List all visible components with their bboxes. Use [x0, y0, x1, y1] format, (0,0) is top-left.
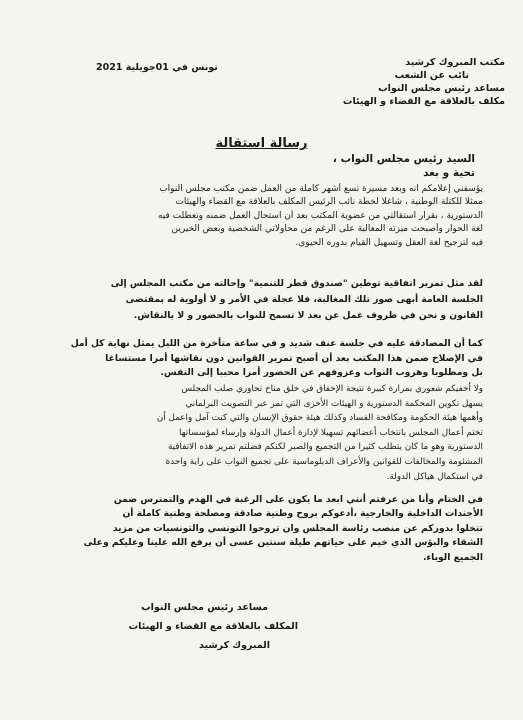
- text-line: في الإصلاح ضمن هذا المكتب بعد أن أصبح تمرير القوانين دون نقاشها أمرا مستساغا: [105, 352, 483, 364]
- text-line: ولا أخفيكم شعوري بمرارة كبيرة نتيجة الإخفاق في خلق مناخ تحاوري صلب المجلس: [181, 384, 483, 394]
- text-line: فيه لترجيح لغة العقل وتسهيل القيام بدوره الحيوي.: [295, 237, 483, 248]
- text-line: بل ومطلوبا وهروب النواب وعزوفهم عن الحضور أمرا محببا إلى النفس.: [160, 367, 483, 379]
- letter-title: رسالة استقالة: [215, 136, 308, 151]
- salutation: السيد رئيس مجلس النواب ،: [332, 153, 475, 165]
- greeting: تحية و بعد: [423, 167, 475, 179]
- text-line: تتخلوا بدوركم عن منصب رئاسة المجلس وان تروحوا التونسي والتونسيات من مزيد: [112, 522, 483, 534]
- paragraph-qatar-fund: [40, 276, 483, 325]
- text-line: لقد مثل تمرير اتفاقية توطين "صندوق قطر للتنمية" وإحالته من مكتب المجلس إلى: [110, 278, 483, 289]
- text-line: في استكمال هياكل الدولة.: [386, 471, 483, 482]
- text-line: في الختام وأنا من عرفتم أنني ابعد ما يكون على الرغبة في الهدم والتمترس ضمن: [113, 494, 483, 505]
- sender-line: نائب عن الشعب: [394, 70, 469, 81]
- paragraph-ratification: [40, 337, 483, 381]
- paragraph-bitterness: [40, 382, 483, 484]
- sender-line: مساعد رئيس مجلس النواب: [378, 83, 505, 94]
- signature-line: مساعد رئيس مجلس النواب: [141, 602, 268, 613]
- sender-line: مكتب المبروك كرشيد: [405, 57, 505, 68]
- text-line: الأجندات الداخلية والخارجية ،أدعوكم بروح وطنية صادقة ومصلحة وطنية كاملة أن: [122, 508, 483, 520]
- text-line: ممثلا للكتلة الوطنية ، شاغلا لخطة نائب الرئيس المكلف بالعلاقة مع القضاء والهيئات: [175, 197, 483, 208]
- letter-date: تونس في 01جويلية 2021: [96, 62, 218, 73]
- text-line: يسهل تكوين المحكمة الدستورية و الهيئات الأخرى التي تمر عبر التصويت البرلماني: [185, 398, 483, 409]
- paragraph-intro: [40, 183, 483, 250]
- text-line: الدستورية وهو ما كان يتطلب كثيرا من التجميع والصبر لكنكم فضلتم تمرير هذه الاتفاقية: [167, 442, 483, 453]
- sender-line: مكلف بالعلاقة مع القضاء و الهيئات: [342, 96, 505, 107]
- text-line: يؤسفني إعلامكم انه وبعد مسيرة تسع أشهر كاملة من العمل ضمن مكتب مجلس النواب: [159, 184, 483, 194]
- signature-line: المكلف بالعلاقة مع القضاء و الهيئات: [128, 621, 298, 632]
- text-line: الشقاء والبؤس الذي خيم على حياتهم طيلة سنتين عسى أن يرفع الله علينا وعليكم وعلى: [83, 537, 483, 549]
- text-line: كما أن المصادقة عليه في جلسة عنف شديد و في ساعة متأخرة من الليل يمثل نهاية كل أمل: [70, 338, 483, 349]
- signature-line: المبروك كرشيد: [198, 640, 270, 651]
- text-line: وأهمها هيئة الحكومة ومكافحة الفساد وكذلك هيئة حقوق الإنسان والتي كنت آمل واعمل أن: [156, 413, 483, 424]
- text-line: تختم أعمال المجلس بانتخاب أعضائهم تسهيلا لإدارة أعمال الدولة وإرساء لمؤسساتها: [179, 427, 483, 438]
- text-line: القانون و نحن في ظروف عمل عن بعد لا تسمح للنواب بالحضور و لا بالنقاش.: [133, 310, 483, 322]
- text-line: المشئومة والمخالفات للقوانين والأعراف الدبلوماسية على تجميع النواب على راية واحدة: [165, 456, 483, 467]
- text-line: الجلسة العامة أبهى صور تلك المغالبة، فلا عجلة في الأمر و لا أولوية له بمقتضى: [125, 294, 483, 306]
- text-line: لغة الحوار وأصبحت ميزته المغالبة على الرغم من محاولاتي الشخصية وبعض الخيرين: [171, 224, 483, 235]
- paragraph-conclusion: [40, 493, 483, 565]
- sender-block: [205, 56, 505, 108]
- text-line: الدستورية ، بقرار استقالتي من عضوية المكتب بعد أن استحال العمل ضمنه وتعطلت فيه: [157, 210, 483, 221]
- text-line: الجميع الوباء.: [422, 551, 483, 563]
- signature-block: [98, 598, 298, 655]
